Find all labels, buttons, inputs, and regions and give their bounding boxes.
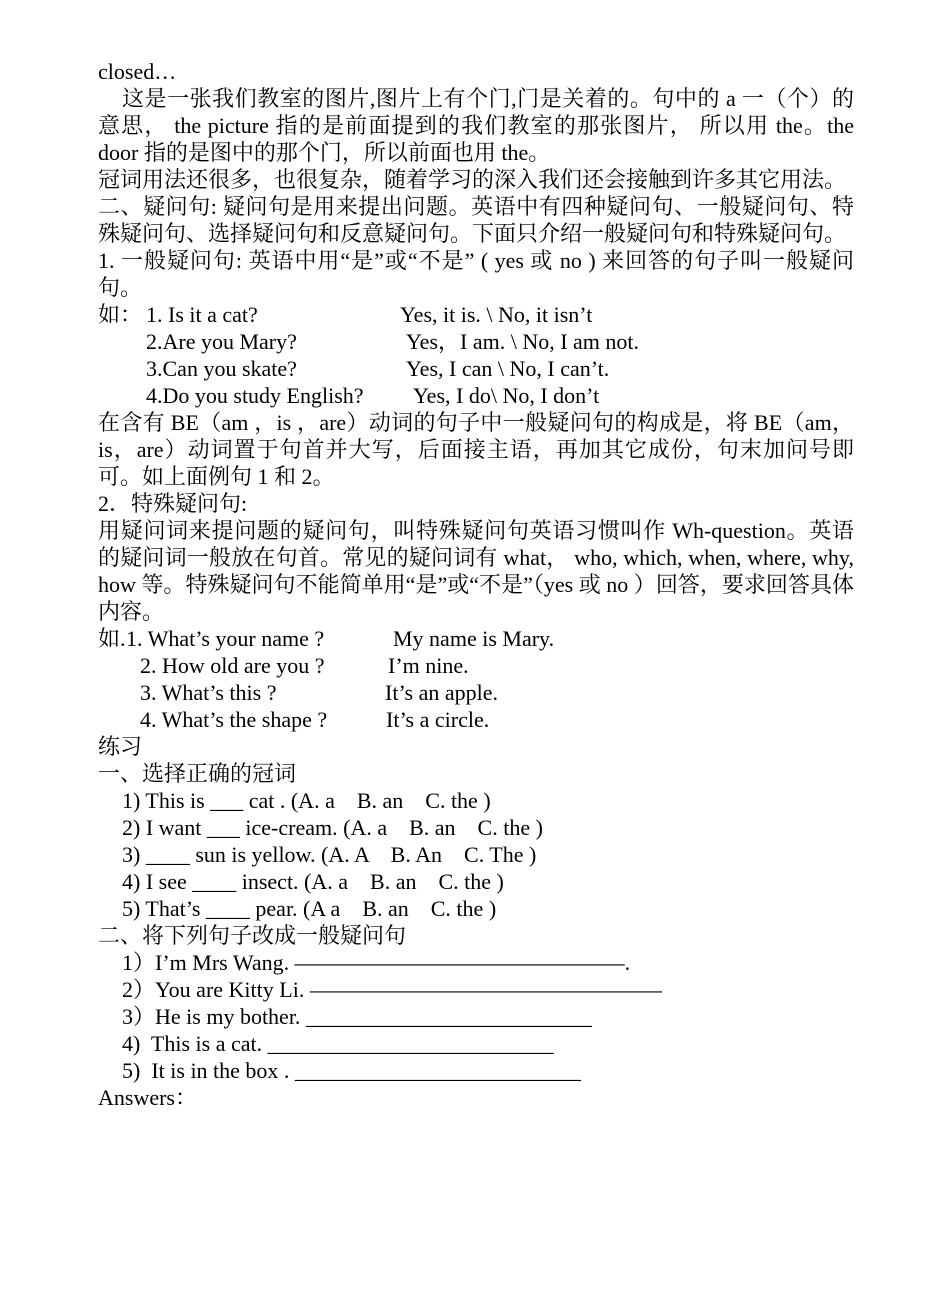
exercise-item: 3) ____ sun is yellow. (A. A B. An C. The )	[122, 842, 537, 867]
example-answer: Yes, it is. \ No, it isn’t	[400, 302, 593, 327]
paragraph-be-rule: 在含有 BE（am ，is ，are）动词的句子中一般疑问句的构成是，将 BE（am，is，are）动词置于句首并大写，后面接主语，再加其它成份，句末加问号即可。如上面例句 1 和 2。	[98, 410, 854, 489]
paragraph-article-explanation: 这是一张我们教室的图片,图片上有个门,门是关着的。句中的 a 一（个）的意思， the picture 指的是前面提到的我们教室的那张图片， 所以用 the。the door 指的是图中的那个门，所以前面也用 the。	[98, 86, 854, 165]
special-example-row	[98, 625, 854, 652]
exercise-item: 1) This is ___ cat . (A. a B. an C. the )	[122, 788, 491, 813]
special-example-row	[98, 679, 854, 706]
special-example-row	[98, 652, 854, 679]
exercise-section-1-title: 一、选择正确的冠词	[98, 761, 297, 786]
example-lead: 如：	[98, 302, 143, 327]
text-line: closed…	[98, 59, 177, 84]
general-example-row	[98, 328, 854, 355]
answers-label: Answers：	[98, 1085, 197, 1110]
heading-special-question: 2．特殊疑问句:	[98, 491, 248, 516]
example-question: 2.Are you Mary?	[146, 329, 297, 354]
example-question: 4.Do you study English?	[146, 383, 364, 408]
example-answer: It’s an apple.	[385, 680, 499, 705]
paragraph-general-question: 1. 一般疑问句: 英语中用“是”或“不是” ( yes 或 no ) 来回答的句子叫一般疑问句。	[98, 248, 854, 300]
general-example-row	[98, 355, 854, 382]
exercise-section-2-title: 二、将下列句子改成一般疑问句	[98, 923, 407, 948]
example-question: 4. What’s the shape ?	[140, 707, 328, 732]
exercise-item: 1）I’m Mrs Wang. ———————————————.	[122, 950, 631, 975]
example-answer: Yes，I am. \ No, I am not.	[406, 329, 640, 354]
general-example-row	[98, 301, 854, 328]
special-example-row	[98, 706, 854, 733]
exercise-title: 练习	[98, 734, 143, 759]
example-answer: It’s a circle.	[386, 707, 490, 732]
exercise-item: 2) I want ___ ice-cream. (A. a B. an C. the )	[122, 815, 543, 840]
example-lead: 如.	[98, 626, 126, 651]
example-answer: I’m nine.	[388, 653, 469, 678]
exercise-item: 5) That’s ____ pear. (A a B. an C. the )	[122, 896, 497, 921]
example-question: 1. What’s your name ?	[126, 626, 325, 651]
document-page	[98, 58, 854, 1111]
example-answer: Yes, I can \ No, I can’t.	[406, 356, 610, 381]
example-answer: Yes, I do\ No, I don’t	[413, 383, 600, 408]
paragraph-special-question: 用疑问词来提问题的疑问句，叫特殊疑问句英语习惯叫作 Wh-question。英语的疑问词一般放在句首。常见的疑问词有 what， who, which, when, where, why, how 等。特殊疑问句不能简单用“是”或“不是”（yes 或 no ）回答，要求回答具体内容。	[98, 518, 854, 624]
example-question: 3.Can you skate?	[146, 356, 297, 381]
general-example-row	[98, 382, 854, 409]
example-answer: My name is Mary.	[393, 626, 555, 651]
exercise-item: 4) I see ____ insect. (A. a B. an C. the )	[122, 869, 504, 894]
exercise-item: 5) It is in the box . __________________________	[122, 1058, 581, 1083]
example-question: 1. Is it a cat?	[146, 302, 258, 327]
paragraph-article-usage: 冠词用法还很多，也很复杂，随着学习的深入我们还会接触到许多其它用法。	[98, 167, 847, 192]
paragraph-questions-intro: 二、疑问句: 疑问句是用来提出问题。英语中有四种疑问句、一般疑问句、特殊疑问句、选择疑问句和反意疑问句。下面只介绍一般疑问句和特殊疑问句。	[98, 194, 854, 246]
exercise-item: 2）You are Kitty Li. ————————————————	[122, 977, 662, 1002]
example-question: 2. How old are you ?	[140, 653, 325, 678]
example-question: 3. What’s this ?	[140, 680, 277, 705]
exercise-item: 4) This is a cat. __________________________	[122, 1031, 554, 1056]
exercise-item: 3）He is my bother. __________________________	[122, 1004, 592, 1029]
